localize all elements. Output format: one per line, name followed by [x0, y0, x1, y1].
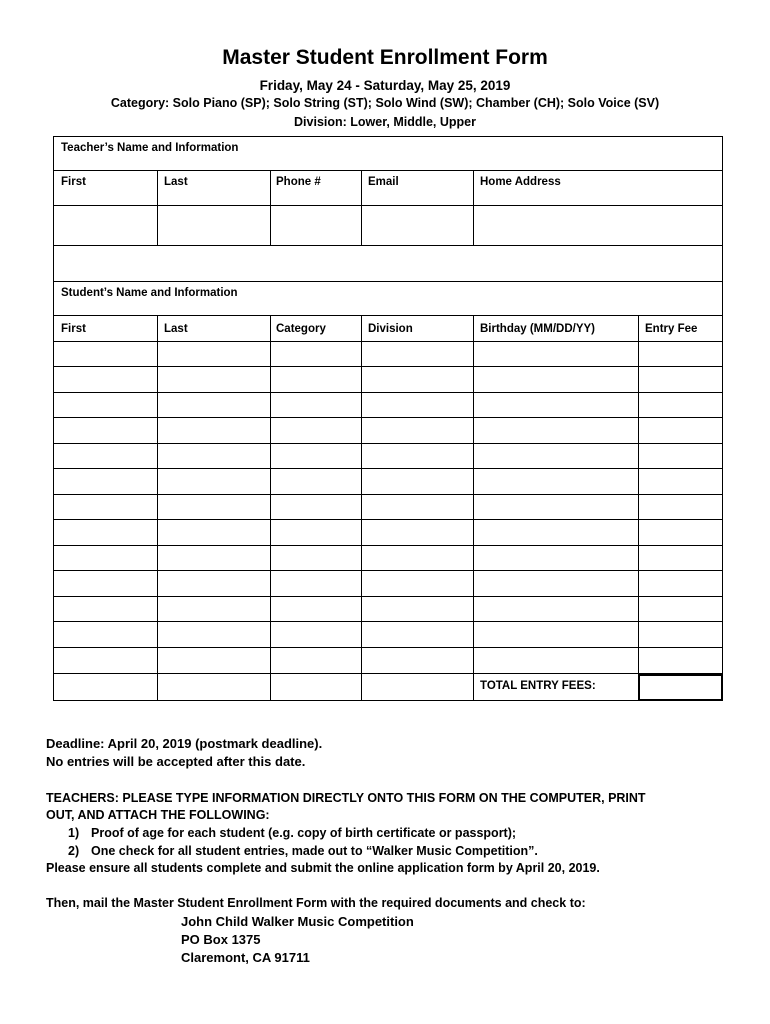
table-rule: [53, 417, 723, 418]
teachers-instruction-line1: TEACHERS: PLEASE TYPE INFORMATION DIRECTLY ONTO THIS FORM ON THE COMPUTER, PRINT: [46, 791, 646, 805]
form-title: Master Student Enrollment Form: [222, 46, 548, 69]
table-rule: [53, 170, 723, 171]
division-list: Division: Lower, Middle, Upper: [294, 115, 476, 129]
table-col-divider: [638, 315, 639, 701]
table-rule: [53, 341, 723, 342]
student-section-heading: Student’s Name and Information: [61, 287, 238, 299]
student-col-division: Division: [368, 323, 413, 335]
teacher-section-heading: Teacher’s Name and Information: [61, 142, 239, 154]
category-list: Category: Solo Piano (SP); Solo String (ST); Solo Wind (SW); Chamber (CH); Solo Voice (SV): [110, 96, 660, 110]
student-col-category: Category: [276, 323, 326, 335]
table-rule: [53, 366, 723, 367]
table-rule: [53, 673, 723, 674]
teacher-col-first: First: [61, 176, 86, 188]
no-entries-text: No entries will be accepted after this date.: [46, 754, 306, 769]
student-col-first: First: [61, 323, 86, 335]
table-col-divider: [270, 315, 271, 701]
table-col-divider: [361, 315, 362, 701]
table-rule: [53, 647, 723, 648]
table-rule: [53, 570, 723, 571]
teacher-col-phone: Phone #: [276, 176, 321, 188]
table-rule: [53, 494, 723, 495]
table-col-divider: [157, 315, 158, 701]
table-col-divider: [473, 170, 474, 245]
event-dates: Friday, May 24 - Saturday, May 25, 2019: [259, 78, 511, 93]
address-line-po-box: PO Box 1375: [181, 932, 261, 947]
table-col-divider: [473, 315, 474, 701]
table-rule: [53, 245, 723, 246]
table-rule: [53, 468, 723, 469]
student-col-birthday: Birthday (MM/DD/YY): [480, 323, 595, 335]
table-rule: [53, 545, 723, 546]
total-entry-fees-label: TOTAL ENTRY FEES:: [480, 680, 596, 692]
mail-instruction-text: Then, mail the Master Student Enrollment Form with the required documents and check to:: [46, 896, 586, 910]
table-col-divider: [157, 170, 158, 245]
address-line-city: Claremont, CA 91711: [181, 950, 310, 965]
table-rule: [53, 315, 723, 316]
address-line-organization: John Child Walker Music Competition: [181, 914, 414, 929]
table-col-divider: [361, 170, 362, 245]
table-col-divider: [270, 170, 271, 245]
online-form-text: Please ensure all students complete and submit the online application form by April 20, 2019.: [46, 861, 600, 875]
table-rule: [53, 443, 723, 444]
table-rule: [53, 519, 723, 520]
table-rule: [53, 621, 723, 622]
student-col-entry-fee: Entry Fee: [645, 323, 698, 335]
list-item-number: 1): [68, 826, 80, 840]
teacher-col-home-address: Home Address: [480, 176, 561, 188]
enrollment-table: [53, 136, 723, 701]
total-entry-fees-field[interactable]: [638, 674, 723, 701]
teachers-instruction-line2: OUT, AND ATTACH THE FOLLOWING:: [46, 808, 270, 822]
list-item-number: 2): [68, 844, 80, 858]
teacher-col-email: Email: [368, 176, 399, 188]
list-item-check: One check for all student entries, made out to “Walker Music Competition”.: [91, 844, 538, 858]
teacher-col-last: Last: [164, 176, 188, 188]
deadline-text: Deadline: April 20, 2019 (postmark deadline).: [46, 736, 323, 751]
table-rule: [53, 205, 723, 206]
table-rule: [53, 392, 723, 393]
student-col-last: Last: [164, 323, 188, 335]
table-rule: [53, 281, 723, 282]
list-item-proof-of-age: Proof of age for each student (e.g. copy of birth certificate or passport);: [91, 826, 517, 840]
table-rule: [53, 596, 723, 597]
